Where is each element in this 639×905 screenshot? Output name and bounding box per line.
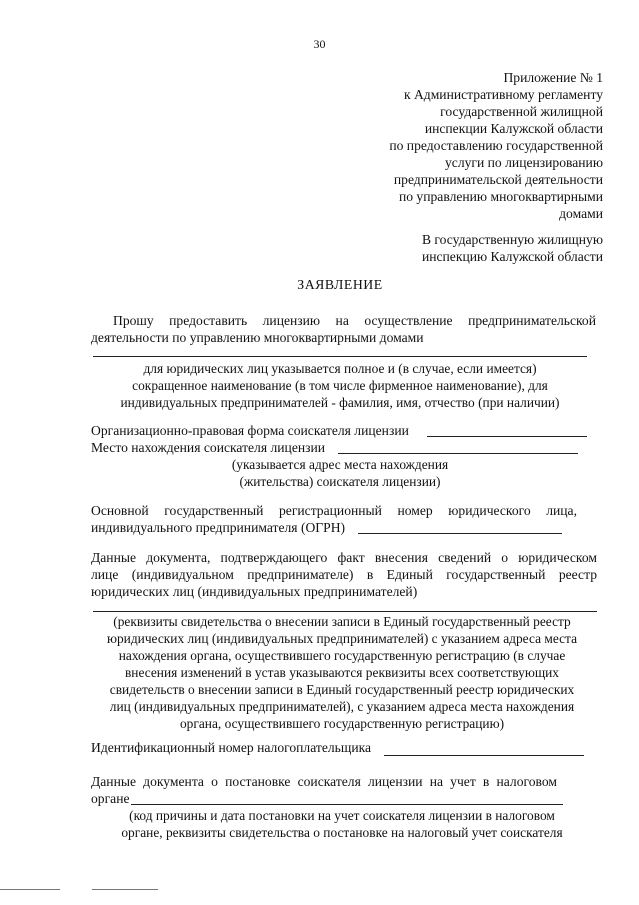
scan-edge-mark [0, 889, 60, 890]
appendix-line: Приложение № 1 [503, 70, 603, 85]
appendix-line: домами [559, 206, 603, 221]
page-number: 30 [313, 37, 326, 51]
reg-doc-hint-line: лиц (индивидуальных предпринимателей), с указанием адреса места нахождения [109, 699, 575, 714]
appendix-line: к Административному регламенту [403, 87, 603, 102]
scan-edge-mark [92, 889, 158, 890]
ogrn-line: индивидуального предпринимателя (ОГРН) [91, 520, 346, 535]
reg-doc-hint-line: внесения изменений в устав указываются реквизиты всех соответствующих [124, 665, 560, 680]
intro-line: Прошу предоставить лицензию на осуществление предпринимательской [113, 313, 596, 328]
appendix-line: по управлению многоквартирными [398, 189, 603, 204]
location-hint-line: (указывается адрес места нахождения [231, 457, 449, 472]
location-label: Место нахождения соискателя лицензии [91, 440, 326, 455]
location-input-line[interactable] [338, 453, 578, 454]
org-form-label: Организационно-правовая форма соискателя лицензии [91, 423, 409, 438]
name-hint-line: для юридических лиц указывается полное и (в случае, если имеется) [143, 361, 537, 376]
name-hint-line: сокращенное наименование (в том числе фирменное наименование), для [132, 378, 548, 393]
org-form-input-line[interactable] [427, 436, 587, 437]
reg-doc-line: Данные документа, подтверждающего факт внесения сведений о юридическом [91, 550, 597, 565]
addressee-line: В государственную жилищную [421, 232, 603, 247]
reg-doc-hint-line: свидетельств о внесении записи в Единый государственный реестр юридических [109, 682, 575, 697]
appendix-line: инспекции Калужской области [424, 121, 603, 136]
appendix-line: государственной жилищной [440, 104, 603, 119]
inn-label: Идентификационный номер налогоплательщика [91, 740, 372, 755]
reg-doc-hint-line: юридических лиц (индивидуальных предпринимателей) с указанием адреса места [106, 631, 578, 646]
reg-doc-line: лице (индивидуальном предпринимателе) в Единый государственный реестр [91, 567, 597, 582]
tax-line: органе [91, 791, 130, 806]
appendix-line: предпринимательской деятельности [393, 172, 603, 187]
reg-doc-hint-line: нахождения органа, осуществившего государственную регистрацию (в случае [118, 648, 566, 663]
location-hint-line: (жительства) соискателя лицензии) [239, 474, 441, 489]
reg-doc-input-line[interactable] [93, 611, 597, 612]
tax-hint-line: органе, реквизиты свидетельства о постановке на налоговый учет соискателя [121, 825, 563, 840]
addressee-line: инспекцию Калужской области [421, 249, 603, 264]
ogrn-input-line[interactable] [358, 533, 562, 534]
tax-line: Данные документа о постановке соискателя лицензии на учет в налоговом [91, 774, 557, 789]
appendix-line: по предоставлению государственной [389, 138, 603, 153]
ogrn-line: Основной государственный регистрационный номер юридического лица, [91, 503, 577, 518]
reg-doc-line: юридических лиц (индивидуальных предпринимателей) [91, 584, 418, 599]
reg-doc-hint-line: органа, осуществившего государственную регистрацию) [179, 716, 505, 731]
tax-hint-line: (код причины и дата постановки на учет соискателя лицензии в налоговом [129, 808, 555, 823]
tax-input-line[interactable] [131, 804, 563, 805]
inn-input-line[interactable] [384, 755, 584, 756]
name-hint-line: индивидуальных предпринимателей - фамилия, имя, отчество (при наличии) [120, 395, 560, 410]
appendix-line: услуги по лицензированию [445, 155, 603, 170]
intro-line: деятельности по управлению многоквартирными домами [91, 330, 424, 345]
name-input-line[interactable] [93, 356, 587, 357]
document-title: ЗАЯВЛЕНИЕ [297, 277, 383, 292]
reg-doc-hint-line: (реквизиты свидетельства о внесении записи в Единый государственный реестр [113, 614, 571, 629]
